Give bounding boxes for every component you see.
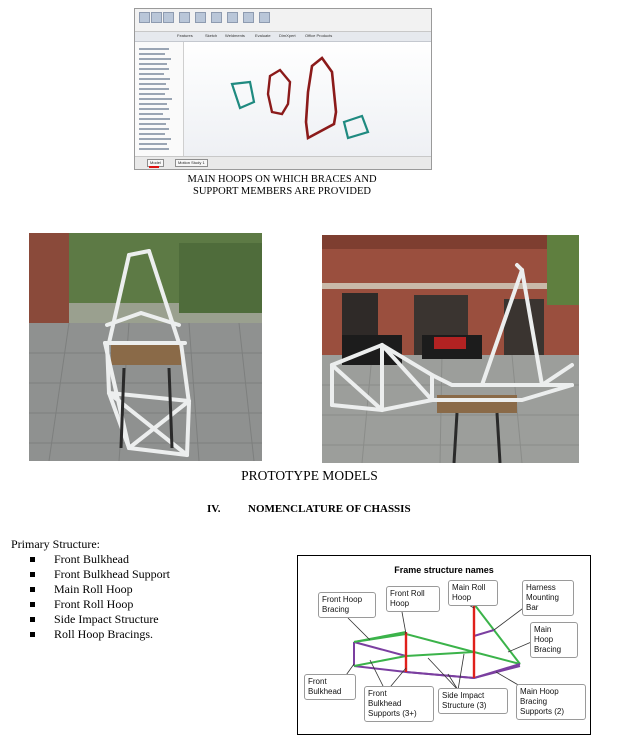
label-front-roll-hoop: Front Roll Hoop (386, 586, 440, 612)
front-hoop-bracing-member (354, 632, 406, 642)
leader-line (458, 654, 464, 690)
side-impact-lower (406, 672, 474, 678)
list-item (30, 567, 170, 582)
tree-row[interactable] (139, 143, 167, 145)
front-roll-hoop-shape (268, 70, 290, 114)
frame-structure-figure (297, 555, 591, 735)
tree-row[interactable] (139, 88, 169, 90)
tree-row[interactable] (139, 103, 167, 105)
list-item-text: Front Bulkhead Support (54, 567, 170, 581)
list-item-text: Main Roll Hoop (54, 582, 133, 596)
toolbar-icon (243, 12, 254, 23)
tree-row[interactable] (139, 93, 165, 95)
tab-features[interactable]: Features (177, 33, 193, 38)
front-bulkhead-support-lower (354, 656, 406, 666)
toolbar-icon (139, 12, 150, 23)
main-roll-hoop-shape (306, 58, 336, 138)
list-item-text: Side Impact Structure (54, 612, 159, 626)
bullet-icon (30, 557, 35, 562)
tab-evaluate[interactable]: Evaluate (255, 33, 271, 38)
prototype-photo-left (29, 233, 262, 461)
list-item (30, 627, 170, 642)
list-item (30, 597, 170, 612)
label-harness-mounting-bar: Harness Mounting Bar (522, 580, 574, 616)
front-bulkhead-shape (232, 82, 254, 108)
toolbar-icon (151, 12, 162, 23)
hoops-model (184, 42, 431, 157)
label-front-hoop-bracing: Front Hoop Bracing (318, 592, 376, 618)
list-item (30, 552, 170, 567)
list-item-text: Roll Hoop Bracings. (54, 627, 153, 641)
cad-command-tabs (135, 32, 431, 42)
prototype-caption: PROTOTYPE MODELS (241, 468, 378, 483)
cad-toolbar (135, 9, 431, 32)
harness-bar-member (474, 630, 494, 636)
tree-row[interactable] (139, 133, 165, 135)
toolbar-icon (259, 12, 270, 23)
tab-office[interactable]: Office Products (305, 33, 333, 38)
motion-study-tab[interactable]: Motion Study 1 (175, 159, 208, 167)
graphics-area[interactable] (184, 42, 431, 157)
feature-tree[interactable] (135, 42, 184, 157)
figure-title: Frame structure names (394, 565, 494, 575)
tree-row[interactable] (139, 128, 169, 130)
main-hoop-bracing-support (474, 664, 520, 678)
section-number: IV. (207, 503, 221, 515)
toolbar-icon (227, 12, 238, 23)
list-item (30, 612, 170, 627)
primary-structure-list (30, 552, 170, 642)
leader-line (402, 612, 406, 634)
label-front-bulkhead: Front Bulkhead (304, 674, 356, 700)
tree-row[interactable] (139, 118, 170, 120)
section-title: NOMENCLATURE OF CHASSIS (248, 503, 411, 515)
tree-row[interactable] (139, 138, 171, 140)
tree-row[interactable] (139, 48, 169, 50)
front-bulkhead-support-upper (354, 642, 406, 656)
toolbar-icon (179, 12, 190, 23)
primary-structure-heading: Primary Structure: (11, 537, 100, 551)
caption-main-hoops-line2: SUPPORT MEMBERS ARE PROVIDED (192, 186, 371, 197)
tree-row[interactable] (139, 63, 167, 65)
caption-main-hoops-line1: MAIN HOOPS ON WHICH BRACES AND (187, 174, 377, 185)
tree-row[interactable] (139, 123, 166, 125)
cad-screenshot (134, 8, 432, 170)
model-tab[interactable]: Model (147, 159, 164, 167)
label-main-roll-hoop: Main Roll Hoop (448, 580, 498, 606)
prototype-photo-right (322, 235, 579, 463)
leader-line (348, 618, 370, 640)
tree-row[interactable] (139, 98, 172, 100)
tab-dimxpert[interactable]: DimXpert (279, 33, 296, 38)
tree-row[interactable] (139, 113, 163, 115)
list-item (30, 582, 170, 597)
tree-row[interactable] (139, 68, 169, 70)
list-item-text: Front Roll Hoop (54, 597, 134, 611)
bullet-icon (30, 572, 35, 577)
label-side-impact-structure: Side Impact Structure (3) (438, 688, 508, 714)
bullet-icon (30, 587, 35, 592)
rear-hoop-shape (344, 116, 368, 138)
list-item-text: Front Bulkhead (54, 552, 129, 566)
bullet-icon (30, 632, 35, 637)
toolbar-icon (211, 12, 222, 23)
toolbar-icon (195, 12, 206, 23)
label-main-hoop-bracing: Main Hoop Bracing (530, 622, 578, 658)
bullet-icon (30, 617, 35, 622)
tab-sketch[interactable]: Sketch (205, 33, 218, 38)
tree-row[interactable] (139, 83, 166, 85)
label-front-bulkhead-supports: Front Bulkhead Supports (3+) (364, 686, 434, 722)
toolbar-icon (163, 12, 174, 23)
tree-row[interactable] (139, 73, 164, 75)
label-main-hoop-bracing-supports: Main Hoop Bracing Supports (2) (516, 684, 586, 720)
tree-row[interactable] (139, 58, 171, 60)
status-indicator (149, 166, 159, 168)
tree-row[interactable] (139, 108, 169, 110)
tab-weldments[interactable]: Weldments (225, 33, 245, 38)
tree-row[interactable] (139, 148, 169, 150)
bullet-icon (30, 602, 35, 607)
tree-row[interactable] (139, 53, 165, 55)
cad-status-bar (135, 156, 431, 169)
tree-row[interactable] (139, 78, 170, 80)
